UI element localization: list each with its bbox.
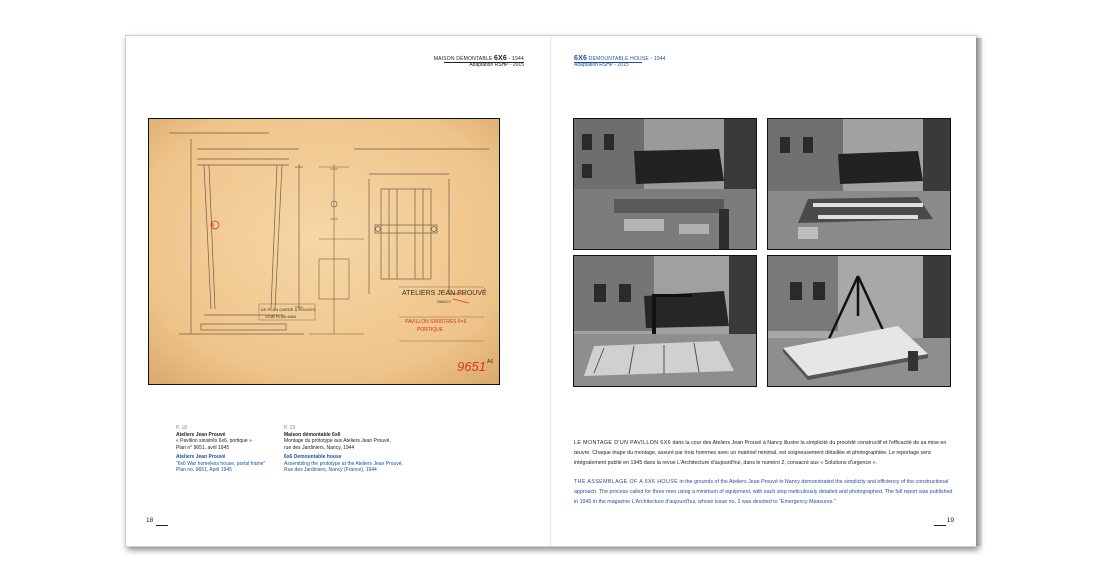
header-left-year: - 1944 [507, 56, 524, 62]
page-number-left: 18 [146, 517, 154, 524]
caption-right [284, 425, 424, 474]
folio-rule-right [934, 525, 946, 526]
blueprint-svg [149, 119, 499, 384]
caption-right-en-line2: Rue des Jardiniers, Nancy (France), 1944 [284, 467, 377, 473]
page-number-right: 19 [946, 517, 954, 524]
page-edge-shadow [976, 38, 982, 546]
header-left-adaptation: Adaptation RSHP - 2015 [469, 62, 524, 68]
caption-right-en-title: 6x6 Demountable house [284, 454, 342, 460]
caption-right-title: Maison démontable 6x6 [284, 431, 341, 438]
caption-left-en-line2: Plan no. 9651, April 1945 [176, 467, 232, 473]
photo-assembly-step-2 [767, 118, 951, 250]
body-en-text: in the grounds of the Ateliers Jean Prouvé in Nancy demonstrated the simplicity and efficiency of the constructional approach. The process called for three men using a minimum of equipment, with each step meticulously detailed and photographed. The full report was published in 1945 in the magazine L'Architecture d'aujourd'hui, whose issue no. 2 was devoted to "Emergency Measures." [574, 479, 953, 505]
photo-assembly-step-3 [573, 255, 757, 387]
header-right-size: 6X6 [574, 55, 588, 62]
gutter [550, 36, 552, 546]
book-spread [125, 35, 977, 547]
blueprint-stamp-city: NANCY [437, 299, 452, 304]
body-fr-text: dans la cour des Ateliers Jean Prouvé à Nancy illustre la simplicité du procédé constructif et l'efficacité de sa mise en œuvre. Chaque étape du montage, assuré par trois hommes avec un matériel minimal, est soigneusement détaillée et photographiée. Le reportage sera intégralement publié en 1945 dans la revue L'Architecture d'aujourd'hui, dans le numéro 2, consacré aux « Solutions d'urgence ». [574, 440, 947, 466]
blueprint-stamp-line1: PAVILLON SINISTRÉS 6×6 [405, 319, 467, 325]
running-header-right [574, 56, 666, 68]
header-left-size: 6X6 [493, 55, 508, 62]
caption-left-line1: « Pavillon sinistrés 6x6, portique » [176, 438, 252, 444]
caption-right-number: P. 19 [284, 425, 296, 431]
blueprint-note2: VOIR PLAN 6984 [265, 314, 297, 319]
body-fr-lead: LE MONTAGE D'UN PAVILLON 6X6 [574, 440, 671, 446]
header-right-label: DEMOUNTABLE HOUSE - 1944 [587, 56, 666, 62]
folio-rule-left [156, 525, 168, 526]
photo-assembly-step-4 [767, 255, 951, 387]
photo-assembly-step-1 [573, 118, 757, 250]
blueprint-plan-number: 9651 [457, 359, 486, 374]
caption-right-line2: rue des Jardiniers, Nancy, 1944 [284, 444, 355, 451]
running-header-left [434, 56, 524, 68]
body-en-lead: THE ASSEMBLAGE OF A 6X6 HOUSE [574, 479, 679, 485]
caption-right-line1: Montage du prototype aux Ateliers Jean Prouvé, [284, 438, 391, 444]
blueprint-plan-suffix: A6 [487, 359, 494, 365]
caption-left-line2: Plan n° 9651, avril 1945 [176, 444, 230, 451]
blueprint-note1: DE PLAN GARDÉ & ROUGES [261, 307, 316, 312]
body-text-french [574, 438, 954, 468]
blueprint-drawing [148, 118, 500, 385]
caption-left [176, 425, 286, 474]
caption-left-number: P. 18 [176, 425, 188, 431]
caption-left-en-line1: "6x6 War homeless house, portal frame" [176, 460, 266, 467]
body-text-english [574, 477, 954, 507]
blueprint-stamp-line2: PORTIQUE [417, 327, 444, 333]
caption-left-title: Ateliers Jean Prouvé [176, 431, 226, 438]
caption-right-en-line1: Assembling the prototype at the Ateliers Jean Prouvé, [284, 460, 403, 467]
header-right-adaptation: Adaptation RSHP - 2015 [574, 62, 629, 68]
caption-left-en-title: Ateliers Jean Prouvé [176, 454, 226, 460]
blueprint-stamp-title: ATELIERS JEAN PROUVÉ [402, 290, 487, 297]
header-left-label: MAISON DÉMONTABLE [433, 56, 494, 62]
red-mark-a: A [211, 223, 215, 229]
